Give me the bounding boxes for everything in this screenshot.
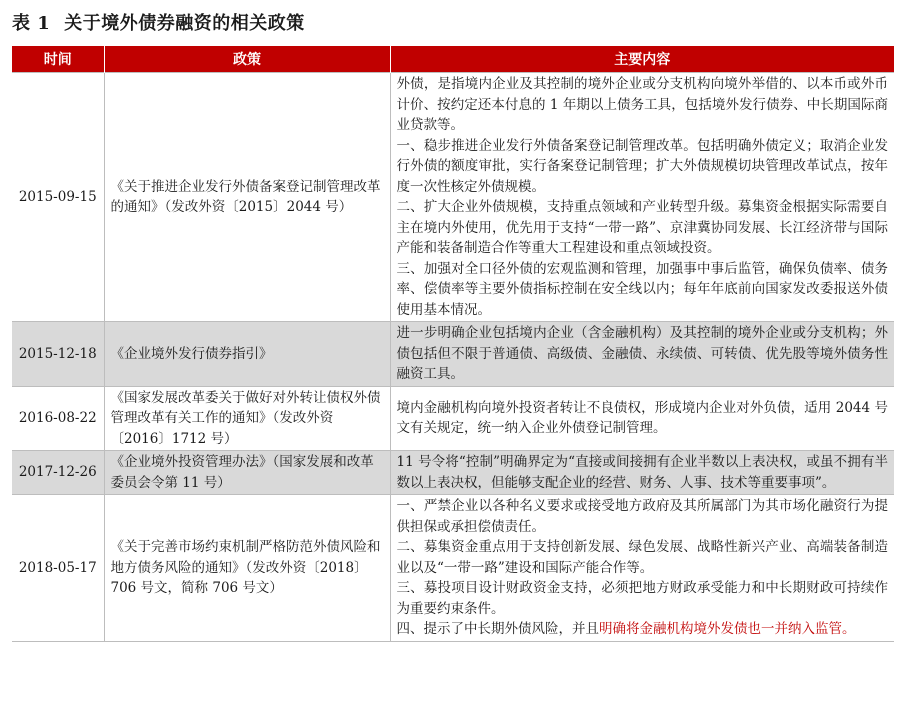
content-cell — [390, 451, 894, 495]
table-title: 关于境外债券融资的相关政策 — [64, 13, 305, 34]
policy-cell: 《关于推进企业发行外债备案登记制管理改革的通知》（发改外资〔2015〕2044 号） — [104, 73, 390, 322]
policy-table — [12, 46, 894, 642]
header-content: 主要内容 — [390, 46, 894, 73]
date-cell: 2015-12-18 — [12, 322, 104, 387]
table-row — [12, 73, 894, 322]
date-cell: 2017-12-26 — [12, 451, 104, 495]
content-paragraph: 二、扩大企业外债规模，支持重点领域和产业转型升级。募集资金根据实际需要自主在境内外使用，优先用于支持“一带一路”、京津冀协同发展、长江经济带与国际产能和装备制造合作等重大工程建设和重点领域投资。 — [396, 199, 888, 256]
policy-cell: 《企业境外投资管理办法》（国家发展和改革委员会令第 11 号） — [104, 451, 390, 495]
content-paragraph: 进一步明确企业包括境内企业（含金融机构）及其控制的境外企业或分支机构；外债包括但不限于普通债、高级债、金融债、永续债、可转债、优先股等境外债务性融资工具。 — [396, 325, 888, 382]
date-cell: 2018-05-17 — [12, 495, 104, 642]
table-caption — [12, 8, 305, 40]
content-paragraph: 11 号令将“控制”明确界定为“直接或间接拥有企业半数以上表决权，或虽不拥有半数以上表决权，但能够支配企业的经营、财务、人事、技术等重要事项”。 — [396, 454, 888, 491]
content-cell — [390, 495, 894, 642]
policy-cell: 《企业境外发行债券指引》 — [104, 322, 390, 387]
date-cell: 2016-08-22 — [12, 386, 104, 451]
content-paragraph: 外债，是指境内企业及其控制的境外企业或分支机构向境外举借的、以本币或外币计价、按约定还本付息的 1 年期以上债务工具，包括境外发行债券、中长期国际商业贷款等。 — [396, 76, 888, 133]
table-row — [12, 386, 894, 451]
policy-cell: 《关于完善市场约束机制严格防范外债风险和地方债务风险的通知》（发改外资〔2018〕706 号文，简称 706 号文） — [104, 495, 390, 642]
content-paragraph: 一、严禁企业以各种名义要求或接受地方政府及其所属部门为其市场化融资行为提供担保或承担偿债责任。 — [396, 498, 888, 535]
header-time: 时间 — [12, 46, 104, 73]
table-row — [12, 495, 894, 642]
header-policy: 政策 — [104, 46, 390, 73]
content-cell — [390, 322, 894, 387]
date-cell: 2015-09-15 — [12, 73, 104, 322]
content-cell — [390, 73, 894, 322]
header-row — [12, 46, 894, 73]
table-row — [12, 322, 894, 387]
content-paragraph: 三、加强对全口径外债的宏观监测和管理，加强事中事后监管，确保负债率、债务率、偿债率等主要外债指标控制在安全线以内；每年年底前向国家发改委报送外债使用基本情况。 — [396, 260, 888, 318]
content-paragraph: 三、募投项目设计财政资金支持，必须把地方财政承受能力和中长期财政可持续作为重要约束条件。 — [396, 580, 888, 617]
content-paragraph: 二、募集资金重点用于支持创新发展、绿色发展、战略性新兴产业、高端装备制造业以及“一带一路”建设和国际产能合作等。 — [396, 539, 888, 576]
content-text: 四、提示了中长期外债风险，并且 — [396, 621, 599, 637]
content-cell — [390, 386, 894, 451]
content-paragraph-last — [397, 619, 889, 640]
table-row — [12, 451, 894, 495]
content-paragraph: 境内金融机构向境外投资者转让不良债权，形成境内企业对外负债，适用 2044 号文有关规定，统一纳入企业外债登记制管理。 — [396, 399, 888, 437]
table-number: 表 1 — [12, 13, 51, 34]
policy-cell: 《国家发展改革委关于做好对外转让债权外债管理改革有关工作的通知》（发改外资〔2016〕1712 号） — [104, 386, 390, 451]
highlighted-text: 明确将金融机构境外发债也一并纳入监管。 — [599, 621, 856, 637]
content-paragraph: 一、稳步推进企业发行外债备案登记制管理改革。包括明确外债定义；取消企业发行外债的额度审批，实行备案登记制管理；扩大外债规模切块管理改革试点，按年度一次性核定外债规模。 — [396, 137, 888, 195]
